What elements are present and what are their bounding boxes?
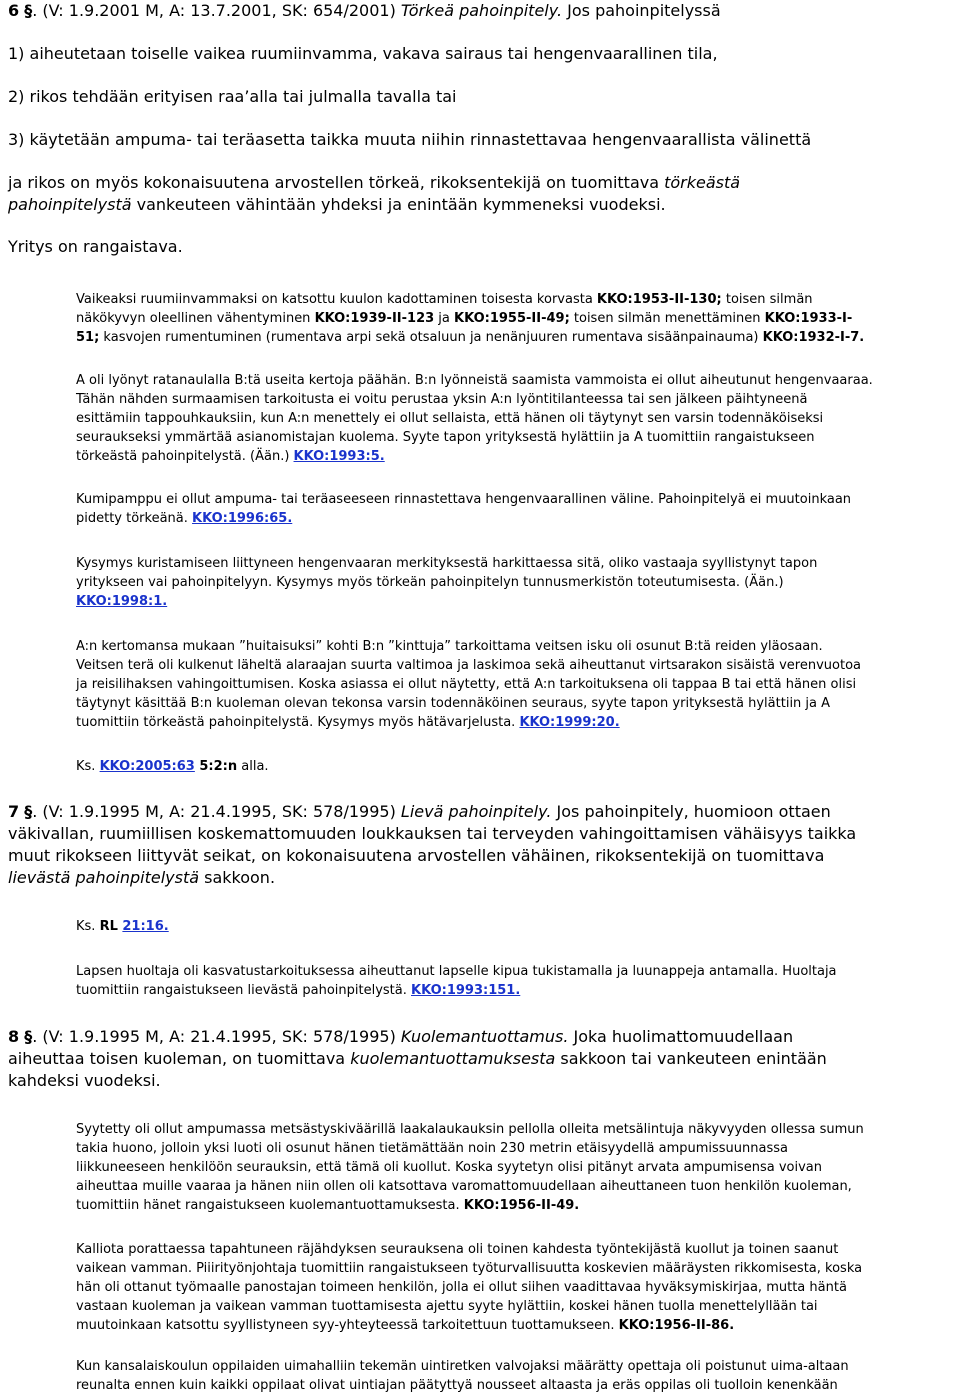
case-text: Vaikeaksi ruumiinvammaksi on katsottu kuulon kadottaminen toisesta korvasta — [76, 292, 597, 307]
section-symbol: § — [24, 1027, 33, 1046]
section-8-heading — [8, 1026, 958, 1048]
case-line: reunalta ennen kuin kaikki oppilaat olivat uintiajan päätyttyä nousseet altaasta ja eräs oppilas oli tuolloin kenenkään — [76, 1378, 838, 1393]
case-text: ja — [434, 311, 455, 326]
case-line: liikkuneeseen henkilöön seurauksin, että tämä oli kuollut. Koska syytetyn olisi pitänyt arvata ampumisensa voivan — [76, 1160, 822, 1175]
case-line: aiheuttaa muille vaaraa ja hänen niin ollen oli katsottava varomattomuudellaan aiheuttaneen tuon henkilön kuoleman, — [76, 1179, 852, 1194]
section-6-penalty-text: ja rikos on myös kokonaisuutena arvostellen törkeä, rikoksentekijä on tuomittava — [8, 173, 665, 192]
see-also — [76, 757, 960, 776]
section-8-offense-name: kuolemantuottamuksesta — [350, 1049, 556, 1068]
case-line: vaikean vamman. Piiirityönjohtaja tuomittiin rangaistukseen työturvallisuutta koskevien määräysten rikkomisesta, koska — [76, 1261, 863, 1276]
see-also-label: Ks. — [76, 919, 100, 934]
section-7 — [8, 801, 958, 889]
section-symbol: § — [24, 1, 33, 20]
case-link[interactable]: KKO:1993:5. — [293, 449, 385, 464]
case-reference: KKO:1933-I- — [764, 311, 853, 326]
case-reference: KKO:1956-II-86. — [618, 1318, 735, 1333]
section-8-line — [8, 1048, 958, 1070]
case-line — [76, 592, 960, 611]
case-line — [76, 1316, 960, 1335]
see-also-label: Ks. — [76, 759, 100, 774]
section-7-offense-name: lievästä pahoinpitelystä — [8, 868, 200, 887]
case-line: Kysymys kuristamiseen liittyneen hengenvaaran merkityksestä harkittaessa sitä, oliko vastaaja syyllistynyt tapon — [76, 556, 818, 571]
case-text: kasvojen rumentuminen (rumentava arpi sekä otsaluun ja nenänjuuren rumentava sisäänpainauma) — [99, 330, 763, 345]
section-7-line: väkivallan, ruumiillisen koskemattomuuden loukkauksen tai terveyden vahingoittamisen vähäisyys taikka — [8, 824, 857, 843]
case-summary — [76, 962, 960, 1000]
section-6-offense-name-1: törkeästä — [664, 173, 741, 192]
section-6-title: Törkeä pahoinpitely. — [400, 1, 563, 20]
section-7-penalty: sakkoon. — [199, 868, 276, 887]
case-summary — [76, 371, 960, 466]
section-symbol: § — [24, 802, 33, 821]
section-6-penalty-line-2 — [8, 194, 958, 216]
case-line: A oli lyönyt ratanaulalla B:tä useita kertoja päähän. B:n lyönneistä saamista vammoista ei ollut aiheutunut hengenvaaraa. — [76, 373, 873, 388]
case-line — [76, 981, 960, 1000]
section-7-number: 7 — [8, 802, 20, 821]
case-line: täytynyt käsittää B:n kuoleman olevan tekonsa varsin todennäköinen seuraus, syyte tapon yrityksestä hylättiin ja A — [76, 696, 831, 711]
case-summary — [76, 1240, 960, 1335]
section-6-attempt: Yritys on rangaistava. — [8, 237, 183, 256]
case-line: Lapsen huoltaja oli kasvatustarkoituksessa aiheuttanut lapselle kipua tukistamalla ja luunappeja antamalla. Huoltaja — [76, 964, 837, 979]
case-text: näkökyvyn oleellinen vähentyminen — [76, 311, 315, 326]
see-also-link[interactable]: KKO:2005:63 — [99, 759, 195, 774]
case-summary — [76, 490, 960, 528]
case-link[interactable]: KKO:1993:151. — [411, 983, 521, 998]
case-link[interactable]: KKO:1996:65. — [192, 511, 293, 526]
see-also-link[interactable]: 21:16. — [122, 919, 169, 934]
section-8-text: aiheuttaa toisen kuoleman, on tuomittava — [8, 1049, 351, 1068]
case-line — [76, 328, 960, 347]
case-line — [76, 713, 960, 732]
case-line: hän oli ottanut työmaalle panostajan toimeen henkilön, jolla ei ollut siihen vaadittavaa hyväksymiskirjaa, mutta häntä — [76, 1280, 847, 1295]
section-6-number: 6 — [8, 1, 20, 20]
see-also-suffix: alla. — [237, 759, 269, 774]
case-line: ja reisilihaksen vahingoittumisen. Koska asiassa ei ollut näytetty, että A:n tarkoituksena oli tappaa B tai että hänen olisi — [76, 677, 857, 692]
case-line: Tähän nähden surmaamisen tarkoitusta ei voitu perustaa yksin A:n lyöntitilanteessa tai sen jälkeen päihtyneenä — [76, 392, 808, 407]
section-6-meta: . (V: 1.9.2001 M, A: 13.7.2001, SK: 654/2001) — [32, 1, 401, 20]
section-7-heading — [8, 801, 958, 823]
case-line: A:n kertomansa mukaan ”huitaisuksi” kohti B:n ”kinttuja” tarkoittama veitsen isku oli osunut B:tä reiden yläosaan. — [76, 639, 823, 654]
case-link[interactable]: KKO:1999:20. — [519, 715, 620, 730]
case-reference: KKO:1955-II-49; — [454, 311, 570, 326]
section-7-title: Lievä pahoinpitely. — [400, 802, 552, 821]
see-also — [76, 917, 960, 936]
case-text: tuomittiin rangaistukseen lievästä pahoinpitelystä. — [76, 983, 411, 998]
section-8-text: sakkoon tai vankeuteen enintään — [555, 1049, 827, 1068]
case-summary — [76, 1357, 960, 1395]
section-6 — [8, 0, 958, 258]
section-8-line: kahdeksi vuodeksi. — [8, 1071, 161, 1090]
section-6-offense-name-2: pahoinpitelystä — [8, 195, 132, 214]
case-line — [76, 1196, 960, 1215]
see-also-section: 5:2:n — [194, 759, 238, 774]
section-7-text: Jos pahoinpitely, huomioon ottaen — [551, 802, 831, 821]
see-also-line — [76, 917, 960, 936]
case-text: törkeästä pahoinpitelystä. (Ään.) — [76, 449, 294, 464]
section-8-meta: . (V: 1.9.1995 M, A: 21.4.1995, SK: 578/1995) — [32, 1027, 401, 1046]
case-text: pidetty törkeänä. — [76, 511, 193, 526]
case-text: toisen silmän — [721, 292, 813, 307]
case-line: yritykseen vai pahoinpitelyyn. Kysymys myös törkeän pahoinpitelyn tunnusmerkistön toteutumisesta. (Ään.) — [76, 575, 784, 590]
case-reference: KKO:1956-II-49. — [463, 1198, 580, 1213]
case-line: Syytetty oli ollut ampumassa metsästyskiväärillä laakalaukauksin pellolla olleita metsälintuja näkyvyyden ollessa sumun — [76, 1122, 864, 1137]
case-text: muutoinkaan katsottu syyllistyneen syy-yhteyteessä tarkoitettuun tuottamukseen. — [76, 1318, 619, 1333]
case-line: Kun kansalaiskoulun oppilaiden uimahalliin tekemän uintiretken valvojaksi määrätty opettaja oli poistunut uima-altaan — [76, 1359, 849, 1374]
case-line: Kalliota porattaessa tapahtuneen räjähdyksen seurauksena oli toinen kahdesta työntekijästä kuollut ja toinen saanut — [76, 1242, 839, 1257]
case-text: toisen silmän menettäminen — [569, 311, 765, 326]
section-8-text: Joka huolimattomuudellaan — [568, 1027, 794, 1046]
section-7-meta: . (V: 1.9.1995 M, A: 21.4.1995, SK: 578/1995) — [32, 802, 401, 821]
section-6-intro: Jos pahoinpitelyssä — [562, 1, 721, 20]
section-8-number: 8 — [8, 1027, 20, 1046]
case-link[interactable]: KKO:1998:1. — [76, 594, 168, 609]
section-6-item-1: 1) aiheutetaan toiselle vaikea ruumiinvamma, vakava sairaus tai hengenvaarallinen tila, — [8, 44, 718, 63]
case-summary — [76, 554, 960, 611]
case-summary — [76, 637, 960, 732]
case-summary — [76, 1120, 960, 1215]
case-line: takia huono, jolloin yksi luoti oli osunut hänen tietämättään noin 230 metrin etäisyydellä ampumissuunnassa — [76, 1141, 788, 1156]
section-6-penalty-term: vankeuteen vähintään yhdeksi ja enintään kymmeneksi vuodeksi. — [131, 195, 666, 214]
case-reference: KKO:1939-II-123 — [314, 311, 435, 326]
section-7-line — [8, 867, 958, 889]
case-text: tuomittiin hänet rangaistukseen kuolemantuottamuksesta. — [76, 1198, 464, 1213]
section-6-heading — [8, 0, 958, 22]
see-also-line — [76, 757, 960, 776]
case-line — [76, 309, 960, 328]
case-line: Veitsen terä oli kulkenut läheltä alaraajan suurta valtimoa ja laskimoa sekä aiheuttanut virtsarakon sisäistä verenvuotoa — [76, 658, 862, 673]
case-line: seuraukseksi ymmärtää asianomistajan kuolema. Syyte tapon yrityksestä hylättiin ja A tuomittiin rangaistukseen — [76, 430, 815, 445]
case-line: vastaan kuoleman ja vaikean vamman tuottamisesta ajettu syyte hylättiin, koskei hänen tuolla menettelyllään tai — [76, 1299, 818, 1314]
section-8-title: Kuolemantuottamus. — [400, 1027, 569, 1046]
case-line — [76, 447, 960, 466]
case-reference: 51; — [76, 330, 100, 345]
case-text: tuomittiin törkeästä pahoinpitelystä. Kysymys myös hätävarjelusta. — [76, 715, 520, 730]
section-6-penalty-line-1 — [8, 172, 958, 194]
case-line — [76, 509, 960, 528]
section-6-item-3: 3) käytetään ampuma- tai teräasetta taikka muuta niihin rinnastettavaa hengenvaarallista välinettä — [8, 130, 812, 149]
section-6-item-2: 2) rikos tehdään erityisen raa’alla tai julmalla tavalla tai — [8, 87, 457, 106]
case-reference: KKO:1932-I-7. — [762, 330, 865, 345]
case-reference: KKO:1953-II-130; — [596, 292, 722, 307]
section-7-line: muut rikokseen liittyvät seikat, on kokonaisuutena arvostellen vähäinen, rikoksentekijä on tuomittava — [8, 846, 825, 865]
case-line — [76, 290, 960, 309]
see-also-law: RL — [99, 919, 123, 934]
case-line: Kumipamppu ei ollut ampuma- tai teräaseeseen rinnastettava hengenvaarallinen väline. Pahoinpitelyä ei muutoinkaan — [76, 492, 852, 507]
case-summary — [76, 290, 960, 347]
case-line: esittämiin tappouhkauksiin, kun A:n menettely ei ollut sellaista, että hänen oli täytynyt sen varsin todennäköiseksi — [76, 411, 824, 426]
section-8 — [8, 1026, 958, 1092]
